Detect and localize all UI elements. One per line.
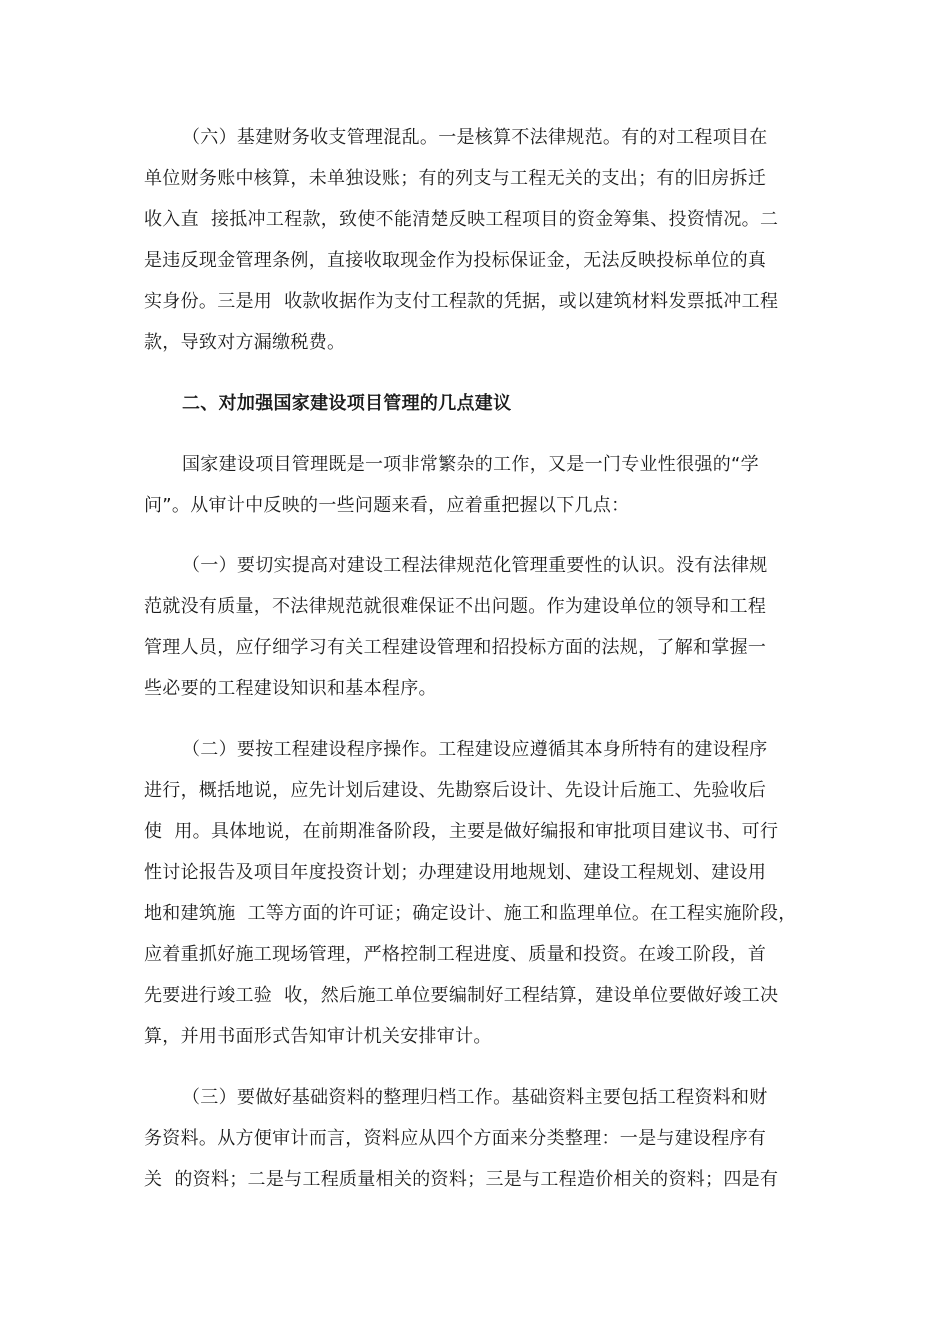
text-line: 管理人员，应仔细学习有关工程建设管理和招投标方面的法规，了解和掌握一: [144, 637, 767, 658]
text-line: 进行，概括地说，应先计划后建设、先勘察后设计、先设计后施工、先验收后: [144, 780, 767, 801]
text-line: 收入直 接抵冲工程款，致使不能清楚反映工程项目的资金筹集、投资情况。二: [144, 209, 779, 230]
text-line: 先要进行竣工验 收，然后施工单位要编制好工程结算，建设单位要做好竣工决: [144, 985, 779, 1006]
text-line: （六）基建财务收支管理混乱。一是核算不法律规范。有的对工程项目在: [182, 127, 768, 148]
text-line: （三）要做好基础资料的整理归档工作。基础资料主要包括工程资料和财: [182, 1087, 768, 1108]
text-line: 应着重抓好施工现场管理，严格控制工程进度、质量和投资。在竣工阶段，首: [144, 944, 767, 965]
text-line: 单位财务账中核算，未单独设账；有的列支与工程无关的支出；有的旧房拆迁: [144, 168, 767, 189]
text-line: 问”。从审计中反映的一些问题来看，应着重把握以下几点：: [144, 495, 630, 516]
text-line: 是违反现金管理条例，直接收取现金作为投标保证金，无法反映投标单位的真: [144, 250, 767, 271]
text-line: 务资料。从方便审计而言，资料应从四个方面来分类整理：一是与建设程序有: [144, 1128, 767, 1149]
text-line: 些必要的工程建设知识和基本程序。: [144, 678, 437, 699]
text-line: 款，导致对方漏缴税费。: [144, 332, 346, 353]
text-line: 地和建筑施 工等方面的许可证；确定设计、施工和监理单位。在工程实施阶段，: [144, 903, 797, 924]
text-line: 算，并用书面形式告知审计机关安排审计。: [144, 1026, 492, 1047]
text-line: 性讨论报告及项目年度投资计划；办理建设用地规划、建设工程规划、建设用: [144, 862, 767, 883]
text-line: 使 用。具体地说，在前期准备阶段，主要是做好编报和审批项目建议书、可行: [144, 821, 779, 842]
text-line: 范就没有质量，不法律规范就很难保证不出问题。作为建设单位的领导和工程: [144, 596, 767, 617]
text-line: （一）要切实提高对建设工程法律规范化管理重要性的认识。没有法律规: [182, 555, 768, 576]
text-line: 关 的资料；二是与工程质量相关的资料；三是与工程造价相关的资料；四是有: [144, 1169, 779, 1190]
text-line: 国家建设项目管理既是一项非常繁杂的工作，又是一门专业性很强的“学: [182, 454, 759, 475]
heading-text: 二、对加强国家建设项目管理的几点建议: [182, 393, 512, 414]
text-line: （二）要按工程建设程序操作。工程建设应遵循其本身所特有的建设程序: [182, 739, 768, 760]
text-line: 实身份。三是用 收款收据作为支付工程款的凭据，或以建筑材料发票抵冲工程: [144, 291, 779, 312]
